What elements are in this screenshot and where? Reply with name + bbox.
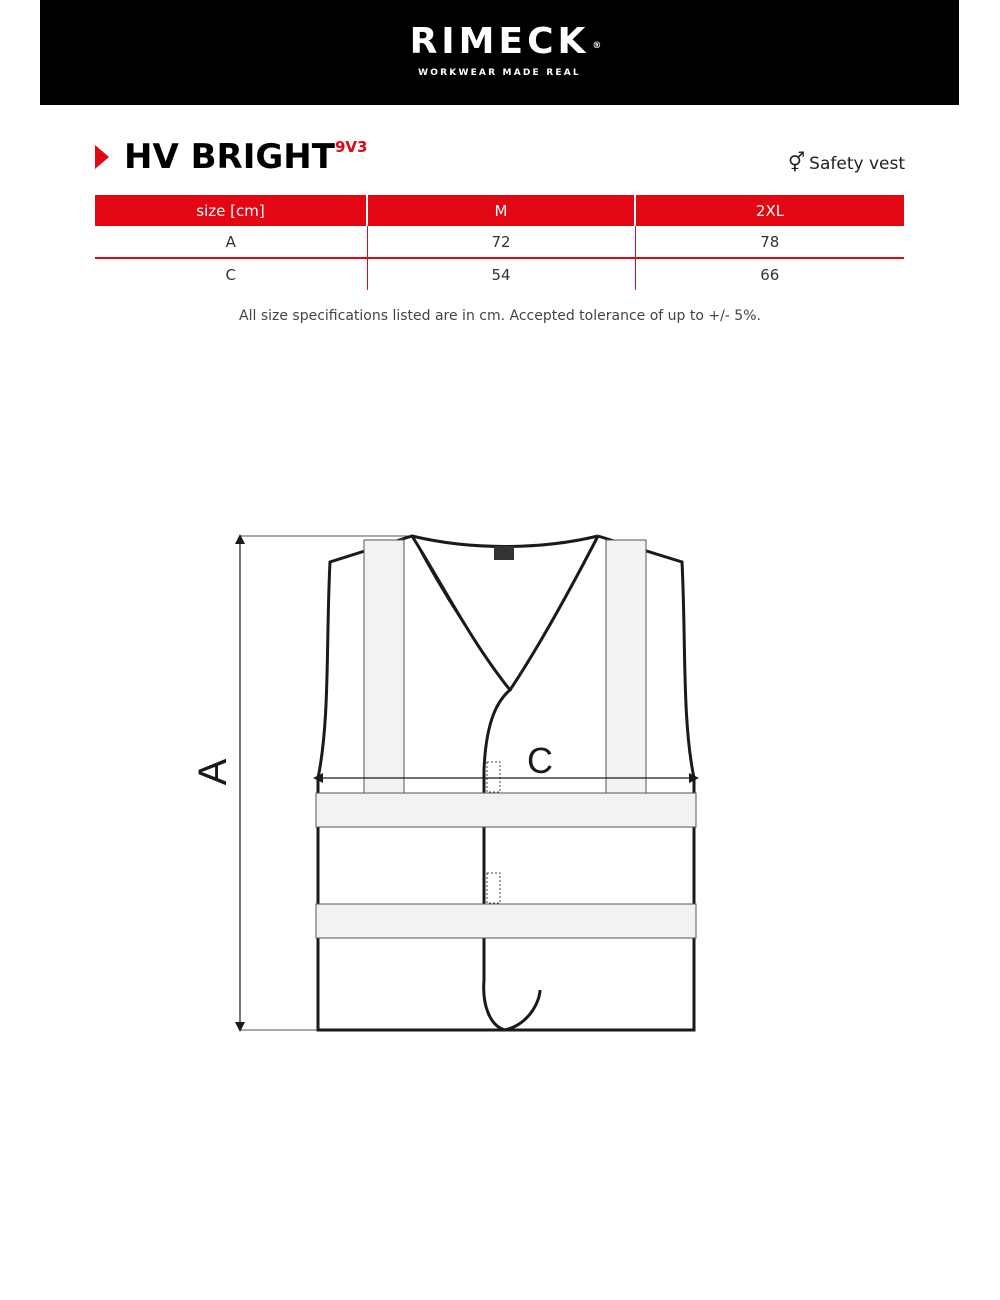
tolerance-note: All size specifications listed are in cm. Accepted tolerance of up to +/- 5%.: [239, 308, 761, 324]
product-name: HV BRIGHT: [124, 137, 335, 177]
row-label-a: A: [95, 226, 367, 258]
label-a: A: [191, 758, 235, 786]
brand-tagline: WORKWEAR MADE REAL: [418, 68, 581, 78]
header-size-2xl: 2XL: [635, 195, 904, 226]
product-type-label: Safety vest: [809, 154, 905, 174]
label-tag: [494, 546, 514, 560]
reflective-strips: [316, 540, 696, 938]
cell-a-2xl: 78: [635, 226, 904, 258]
cell-c-2xl: 66: [635, 258, 904, 290]
unisex-icon: ⚥: [788, 152, 806, 174]
brand-name: RIMECK: [409, 21, 590, 62]
cell-c-m: 54: [367, 258, 635, 290]
header-size-cm: size [cm]: [95, 195, 367, 226]
product-code: 9V3: [335, 138, 368, 156]
registered-mark: ®: [592, 41, 602, 51]
label-c: C: [527, 740, 553, 781]
row-label-c: C: [225, 265, 236, 284]
header-size-m: M: [367, 195, 635, 226]
cell-a-m: 72: [367, 226, 635, 258]
